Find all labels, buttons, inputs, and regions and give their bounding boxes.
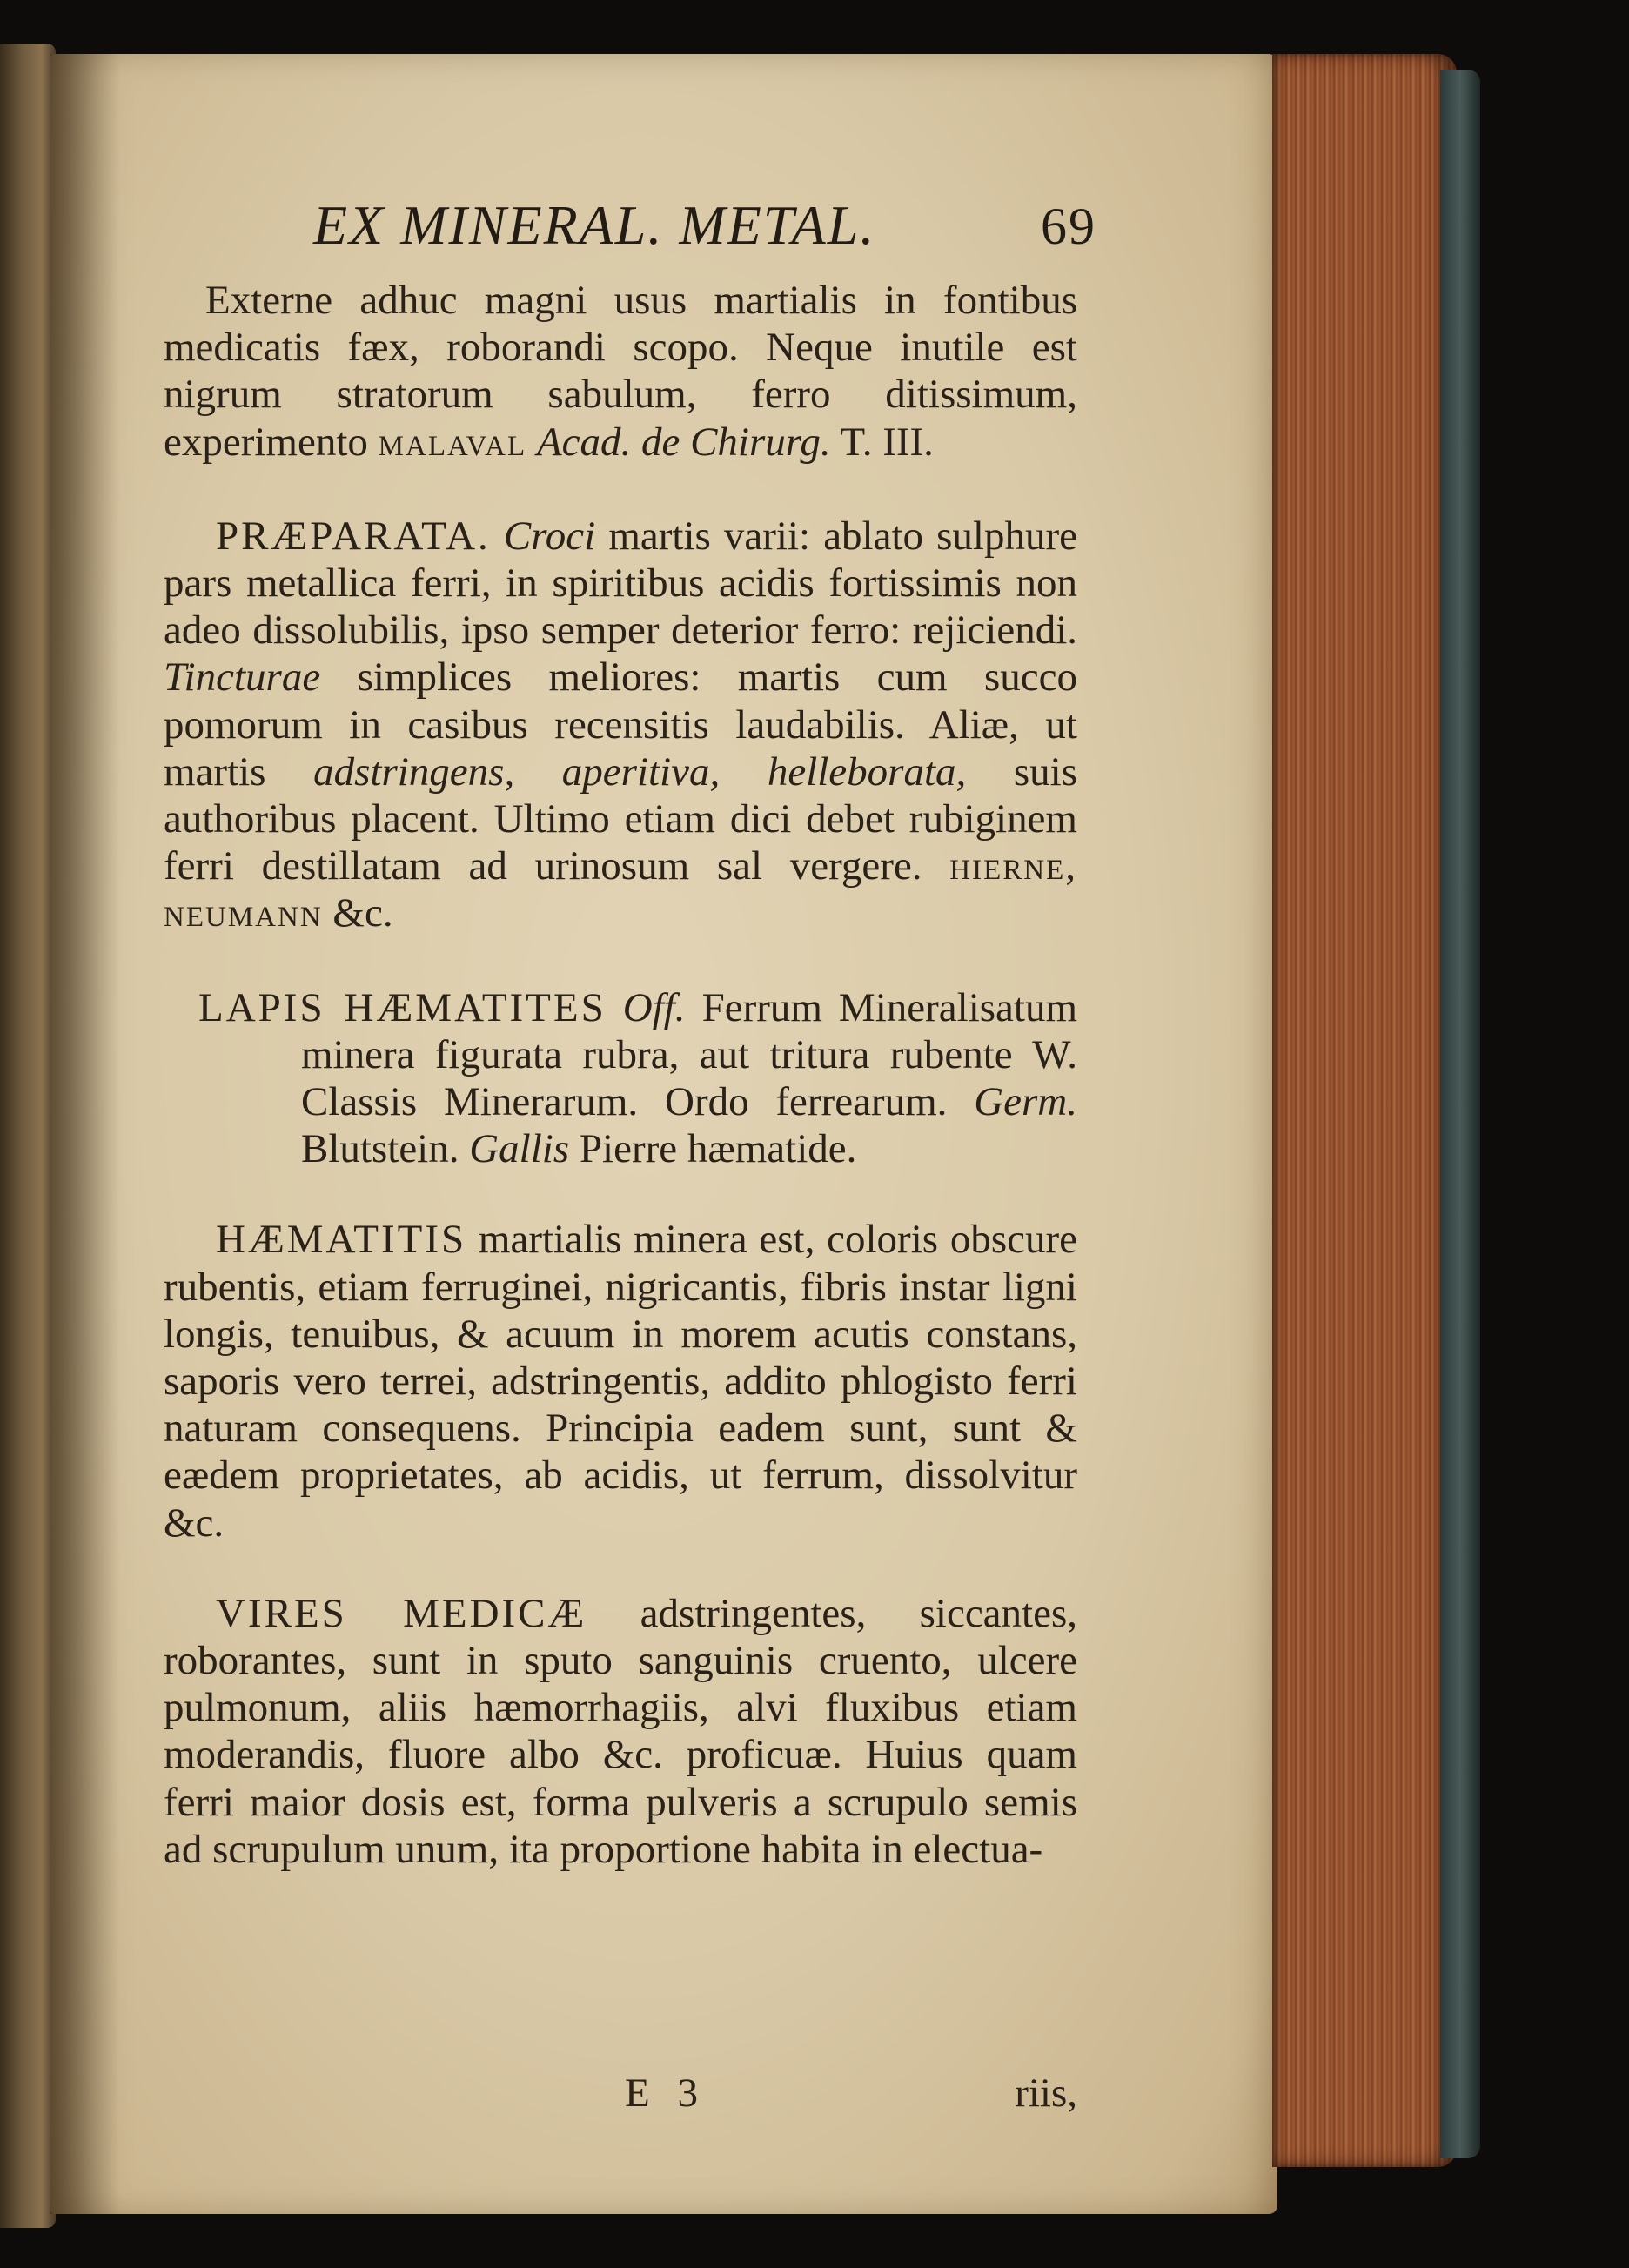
page-gutter-shadow (50, 54, 120, 2214)
book-cover-edge (1440, 70, 1480, 2158)
running-header (313, 193, 1096, 272)
running-title: EX MINERAL. METAL. (313, 194, 876, 256)
paragraph-text: Externe adhuc magni usus martialis in fontibus medicatis fæx, roborandi scopo. Neque inutile est nigrum stratorum sabulum, ferro ditissimum, experimento (164, 278, 1077, 465)
section-heading: VIRES MEDICÆ (216, 1590, 587, 1636)
citation: Acad. de Chirurg. (536, 419, 831, 465)
paragraph-text: Ferrum Mineralisatum minera figurata rubra, aut tritura rubente W. Classis Minerarum. Ordo ferrearum. (301, 984, 1078, 1125)
paragraph-praeparata (164, 513, 1077, 937)
catchword: riis, (1015, 2070, 1077, 2116)
paragraph-text: martis varii: ablato sulphure pars metallica ferri, in spiritibus acidis fortissimis non adeo dissolubilis, ipso semper deterior ferro: rejiciendi. (164, 513, 1077, 654)
italic-term: adstringens, aperitiva, helleborata, (313, 748, 967, 795)
paragraph-text: Pierre hæmatide. (579, 1126, 857, 1172)
page-body (164, 277, 1077, 1873)
paragraph-haematitis (164, 1216, 1077, 1546)
italic-term: Gallis (469, 1126, 570, 1172)
italic-term: Off. (622, 984, 686, 1030)
paragraph-text: adstringentes, siccantes, roborantes, sunt in sputo sanguinis cruento, ulcere pulmonum, aliis hæmorrhagiis, alvi fluxibus etiam moderandis, fluore albo &c. proficuæ. Huius quam ferri maior dosis est, forma pulveris a scrupulo semis ad scrupulum unum, ita proportione habita in electua- (164, 1590, 1077, 1872)
paragraph-text: &c. (332, 890, 393, 936)
citation-volume: T. III. (840, 419, 934, 465)
signature-mark: E 3 (625, 2070, 707, 2116)
page-block-edge (1272, 54, 1457, 2167)
italic-term: Tincturae (164, 654, 321, 701)
paragraph-text: martialis minera est, coloris obscure rubentis, etiam ferruginei, nigricantis, fibris instar ligni longis, tenuibus, & acuum in morem acutis constans, saporis vero terrei, adstringentis, addito phlogisto ferri naturam consequens. Principia eadem sunt, sunt & eædem proprietates, ab acidis, ut ferrum, dissolvitur &c. (164, 1217, 1077, 1546)
author-names: hierne, neumann (164, 843, 1078, 936)
entry-heading: LAPIS HÆMATITES (198, 984, 607, 1030)
paragraph-vires-medicae (164, 1590, 1077, 1873)
previous-page-edge (0, 44, 56, 2228)
section-heading: HÆMATITIS (216, 1217, 467, 1263)
page-footer (164, 2070, 1077, 2122)
page-number: 69 (1041, 198, 1096, 255)
paragraph-lapis-haematites (164, 984, 1077, 1173)
paragraph-text: suis authoribus placent. Ultimo etiam dici debet rubiginem ferri destillatam ad urinosum sal vergere. (164, 748, 1078, 889)
italic-term: Croci (503, 513, 596, 559)
paragraph-text: Blutstein. (301, 1126, 459, 1172)
paragraph-externe (164, 277, 1077, 466)
paragraph-text: simplices meliores: martis cum succo pomorum in casibus recensitis laudabilis. Aliæ, ut martis (164, 654, 1078, 795)
italic-term: Germ. (974, 1079, 1078, 1125)
author-name: malaval (378, 419, 527, 465)
section-heading: PRÆPARATA. (216, 513, 491, 559)
